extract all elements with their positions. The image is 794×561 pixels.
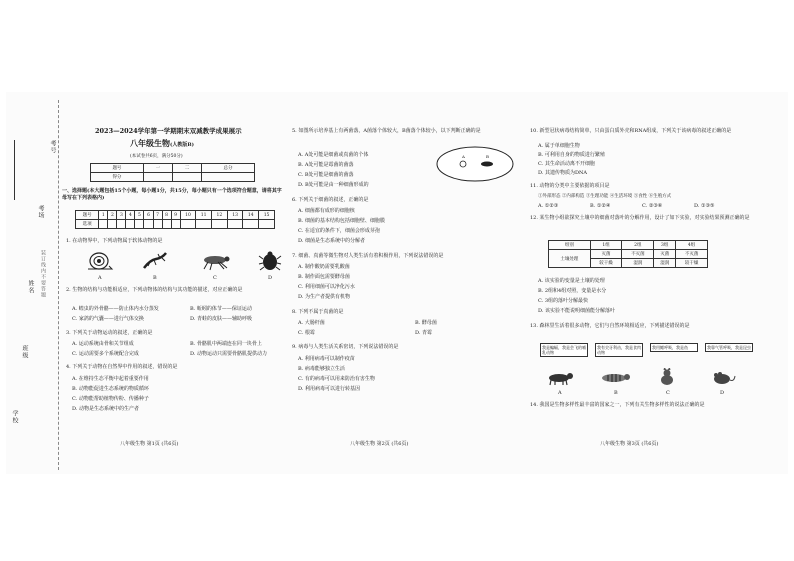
answer-input-cell[interactable] — [144, 220, 153, 229]
experiment-table — [548, 240, 708, 268]
q4-option-b: B. 动物能促进生态系统的物质循环 — [72, 386, 149, 392]
binding-label-school: 学校 — [11, 410, 18, 424]
page-footer-1: 八年级生物 第1页 (共6页) — [120, 441, 179, 447]
q13-choice-c: C — [666, 390, 670, 396]
q7-option-b: B. 制作面包需要酵母菌 — [298, 274, 350, 280]
beetle-icon — [258, 250, 282, 272]
score-row-label: 得分 — [91, 173, 144, 182]
answer-number-cell: 14 — [243, 211, 259, 220]
q2-option-d: D. 青蛙的皮肤——辅助呼吸 — [190, 316, 253, 322]
q12-option-d: D. 该实验不能说明细菌能分解落叶 — [538, 308, 616, 314]
question-1: 1. 在动物界中，下列动物属于软体动物的是 — [66, 238, 163, 244]
q3-option-c: C. 运动需要多个系统配合完成 — [72, 351, 139, 357]
answer-input-cell[interactable] — [99, 220, 108, 229]
q4-option-d: D. 动物是生态系统中的生产者 — [72, 406, 140, 412]
binding-label-name: 姓名 — [27, 280, 34, 294]
q2-option-b: B. 蚯蚓的体节——保证运动 — [190, 306, 252, 312]
snail-icon — [85, 250, 115, 272]
q7-option-a: A. 制作酸奶需要乳酸菌 — [298, 264, 350, 270]
q10-option-c: C. 其生命活动离不开细胞 — [538, 161, 595, 167]
q3-option-a: A. 运动系统由骨和关节组成 — [72, 341, 134, 347]
score-cell[interactable] — [143, 173, 172, 182]
q12-option-a: A. 该实验的变量是土壤的处理 — [538, 278, 605, 284]
q10-option-b: B. 可利用自身的物质进行繁殖 — [538, 152, 605, 158]
lizard-icon — [140, 250, 170, 272]
answer-number-cell: 13 — [227, 211, 243, 220]
answer-input-cell[interactable] — [259, 220, 275, 229]
q4-option-a: A. 在维持生态平衡中起着重要作用 — [72, 376, 149, 382]
table12-cell: 不灭菌 — [676, 250, 708, 259]
q12-option-b: B. 2组和4组对照，变量是水分 — [538, 288, 607, 294]
cat-icon — [655, 368, 679, 386]
q13-choice-d: D — [720, 390, 725, 396]
table12-cell: 灭菌 — [654, 250, 676, 259]
q6-option-c: C. 在适宜的条件下，细菌会形成芽孢 — [298, 228, 380, 234]
tiger-icon — [598, 370, 632, 386]
q6-option-a: A. 细菌都有成形的细胞核 — [298, 208, 355, 214]
answer-number-cell: 15 — [259, 211, 275, 220]
answer-input-cell[interactable] — [135, 220, 144, 229]
answer-input-cell[interactable] — [162, 220, 171, 229]
q11-option-a: A. ①②③ — [538, 203, 559, 209]
table12-row-label: 土壤处理 — [549, 250, 591, 268]
dish-label-b: B — [486, 154, 489, 159]
answer-number-cell: 9 — [171, 211, 180, 220]
q5-option-d: D. B处可能是由一种细菌形成的 — [298, 182, 369, 188]
table12-cell: 较干燥 — [676, 259, 708, 268]
answer-input-cell[interactable] — [212, 220, 228, 229]
score-cell[interactable] — [172, 173, 201, 182]
score-cell[interactable] — [202, 173, 255, 182]
score-header: 题号 — [91, 164, 144, 173]
q1-choice-a: A — [98, 275, 102, 281]
q5-option-a: A. A处可能是细菌或真菌的个体 — [298, 152, 369, 158]
q9-option-a: A. 利用病毒可以制作疫苗 — [298, 356, 355, 362]
question-10: 10. 新型冠状病毒结构简单，只由蛋白质外壳和RNA组成，下列关于该病毒的叙述正确的是 — [530, 128, 732, 134]
answer-number-cell: 12 — [212, 211, 228, 220]
q3-option-d: D. 动物运动只需要骨骼肌提供动力 — [190, 351, 268, 357]
answer-input-cell[interactable] — [227, 220, 243, 229]
answer-table — [75, 210, 275, 229]
scanned-sheet — [6, 92, 788, 474]
table12-header: 组别 — [549, 241, 591, 250]
answer-number-cell: 1 — [99, 211, 108, 220]
q4-option-c: C. 动物能帮助植物传粉、传播种子 — [72, 396, 149, 402]
q11-option-b: B. ①②④ — [590, 203, 611, 209]
mouse-icon — [708, 370, 736, 386]
table12-header: 4组 — [676, 241, 708, 250]
table12-cell: 湿润 — [622, 259, 654, 268]
q10-option-d: D. 其遗传物质为DNA — [538, 170, 588, 176]
section1-title: 一、选择题(本大题包括15个小题，每小题1分，共15分，每小题只有一个选项符合题意，请将其字母写在下列表格内) — [62, 188, 282, 201]
subject-name: 八年级生物 — [130, 138, 170, 148]
table12-header: 3组 — [654, 241, 676, 250]
answer-number-cell: 7 — [153, 211, 162, 220]
dish-label-a: A — [462, 154, 465, 159]
question-14: 14. 我国是生物多样性最丰富的国家之一，下列有关生物多样性的说法正确的是 — [530, 402, 705, 408]
q9-option-d: D. 利用病毒可以进行转基因 — [298, 386, 361, 392]
answer-number-cell: 6 — [144, 211, 153, 220]
speech-bubble-d: 我靠气管呼吸，我是昆虫 — [707, 345, 751, 350]
binding-dashed-line — [58, 100, 59, 470]
question-8: 8. 下列不属于真菌的是 — [292, 309, 344, 315]
q10-option-a: A. 属于单细胞生物 — [538, 143, 580, 149]
question-3: 3. 下列关于动物运动的叙述，正确的是 — [66, 330, 153, 336]
q2-option-a: A. 蝗虫的外骨骼——防止体内水分蒸发 — [72, 306, 159, 312]
q8-option-b: B. 酵母菌 — [415, 320, 437, 326]
answer-opt-label: 选项 — [76, 220, 99, 229]
question-7: 7. 细菌、真菌等微生物对人类生活有着积极作用，下列说法错误的是 — [292, 253, 444, 259]
q11-option-c: C. ②③⑥ — [642, 203, 663, 209]
score-header: 总分 — [202, 164, 255, 173]
exam-meta: (本试卷共6页，满分50分) — [130, 154, 183, 159]
answer-number-cell: 8 — [162, 211, 171, 220]
q6-option-b: B. 细菌的基本结构包括细胞壁、细胞膜 — [298, 218, 385, 224]
answer-input-cell[interactable] — [196, 220, 212, 229]
binding-field-line — [14, 140, 16, 200]
answer-number-cell: 2 — [108, 211, 117, 220]
q9-option-b: B. 病毒能够独立生活 — [298, 366, 345, 372]
q9-option-c: C. 有的病毒可以用来防治有害生物 — [298, 376, 375, 382]
question-12: 12. 某生物小组欲探究土壤中的细菌对落叶的分解作用，设计了如下实验，对实验结果预测正确的是 — [530, 215, 750, 221]
question-5: 5. 如图所示培养基上有两菌落，A菌落个体较大，B菌落个体较小，以下判断正确的是 — [292, 128, 481, 134]
q6-option-d: D. 细菌是生态系统中的分解者 — [298, 238, 366, 244]
table12-header: 1组 — [590, 241, 622, 250]
q1-choice-b: B — [153, 275, 157, 281]
dog-icon — [545, 370, 575, 386]
q11-option-d: D. ①③⑤ — [694, 203, 715, 209]
page-footer-3: 八年级生物 第3页 (共6页) — [600, 441, 659, 447]
answer-num-label: 题号 — [76, 211, 99, 220]
table12-cell: 湿润 — [654, 259, 676, 268]
q8-option-c: C. 根霉 — [298, 330, 315, 336]
question-11: 11. 动物的分类中主要依据的项目是 — [530, 183, 610, 189]
answer-number-cell: 4 — [126, 211, 135, 220]
grasshopper-icon — [200, 250, 232, 272]
answer-input-cell[interactable] — [171, 220, 180, 229]
table12-cell: 较干燥 — [590, 259, 622, 268]
q11-items: ①外部形态 ②内部构造 ③生理功能 ④生活环境 ⑤食性 ⑥生殖方式 — [538, 194, 672, 199]
answer-input-cell[interactable] — [180, 220, 196, 229]
answer-input-cell[interactable] — [243, 220, 259, 229]
speech-bubble-a: 我是蝙蝠，我是会飞的哺乳动物 — [542, 345, 586, 355]
answer-input-cell[interactable] — [117, 220, 126, 229]
binding-label-number: 考号 — [49, 140, 56, 154]
exam-subtitle — [130, 140, 194, 149]
question-4: 4. 下列关于动物在自然界中作用的叙述，错误的是 — [66, 364, 178, 370]
question-6: 6. 下列关于细菌的叙述，正确的是 — [292, 197, 369, 203]
q1-choice-d: D — [268, 275, 273, 281]
answer-number-cell: 5 — [135, 211, 144, 220]
binding-label-class: 班级 — [21, 345, 28, 359]
answer-input-cell[interactable] — [108, 220, 117, 229]
q7-option-d: D. 为生产者提供有机物 — [298, 294, 351, 300]
answer-number-cell: 11 — [196, 211, 212, 220]
q13-choice-b: B — [614, 390, 618, 396]
petri-dish-icon — [435, 145, 515, 183]
score-header: 一 — [143, 164, 172, 173]
exam-title: 2023—2024学年第一学期期末双减教学成果展示 — [95, 127, 242, 135]
table12-header: 2组 — [622, 241, 654, 250]
q13-choice-a: A — [558, 390, 562, 396]
speech-bubble-b: 我有尖牙利齿，我是食肉动物 — [597, 345, 641, 355]
answer-number-cell: 10 — [180, 211, 196, 220]
q2-option-c: C. 家鸽的气囊——进行气体交换 — [72, 316, 144, 322]
page-footer-2: 八年级生物 第2页 (共6页) — [350, 441, 409, 447]
score-header: 二 — [172, 164, 201, 173]
speech-bubble-c: 我用鳃呼吸，我是鱼 — [650, 343, 698, 352]
q5-option-b: B. A处可能是霉菌的菌落 — [298, 162, 354, 168]
answer-input-cell[interactable] — [153, 220, 162, 229]
table12-cell: 灭菌 — [590, 250, 622, 259]
q8-option-d: D. 青霉 — [415, 330, 433, 336]
q7-option-c: C. 利用细菌可以净化污水 — [298, 284, 355, 290]
answer-number-cell: 3 — [117, 211, 126, 220]
question-9: 9. 病毒与人类生活关系密切，下列说法错误的是 — [292, 344, 399, 350]
binding-label-room: 考场 — [37, 205, 44, 219]
q8-option-a: A. 大肠杆菌 — [298, 320, 325, 326]
binding-cut-line: 装订线内不要答题 — [40, 250, 46, 298]
question-13: 13. 森林里生活着很多动物，它们与自然环境相适应，下列描述错误的是 — [530, 323, 690, 329]
q12-option-c: C. 3组的落叶分解最快 — [538, 298, 589, 304]
answer-input-cell[interactable] — [126, 220, 135, 229]
q1-choice-c: C — [213, 275, 217, 281]
q5-option-c: C. B处可能是细菌的菌落 — [298, 172, 354, 178]
table12-cell: 不灭菌 — [622, 250, 654, 259]
edition-label: (人教版B) — [170, 142, 194, 148]
q3-option-b: B. 骨骼肌中两端连在同一块骨上 — [190, 341, 262, 347]
question-2: 2. 生物的结构与功能相适应，下列动物体的结构与其功能的描述，对应正确的是 — [66, 287, 243, 293]
score-table — [90, 163, 255, 182]
